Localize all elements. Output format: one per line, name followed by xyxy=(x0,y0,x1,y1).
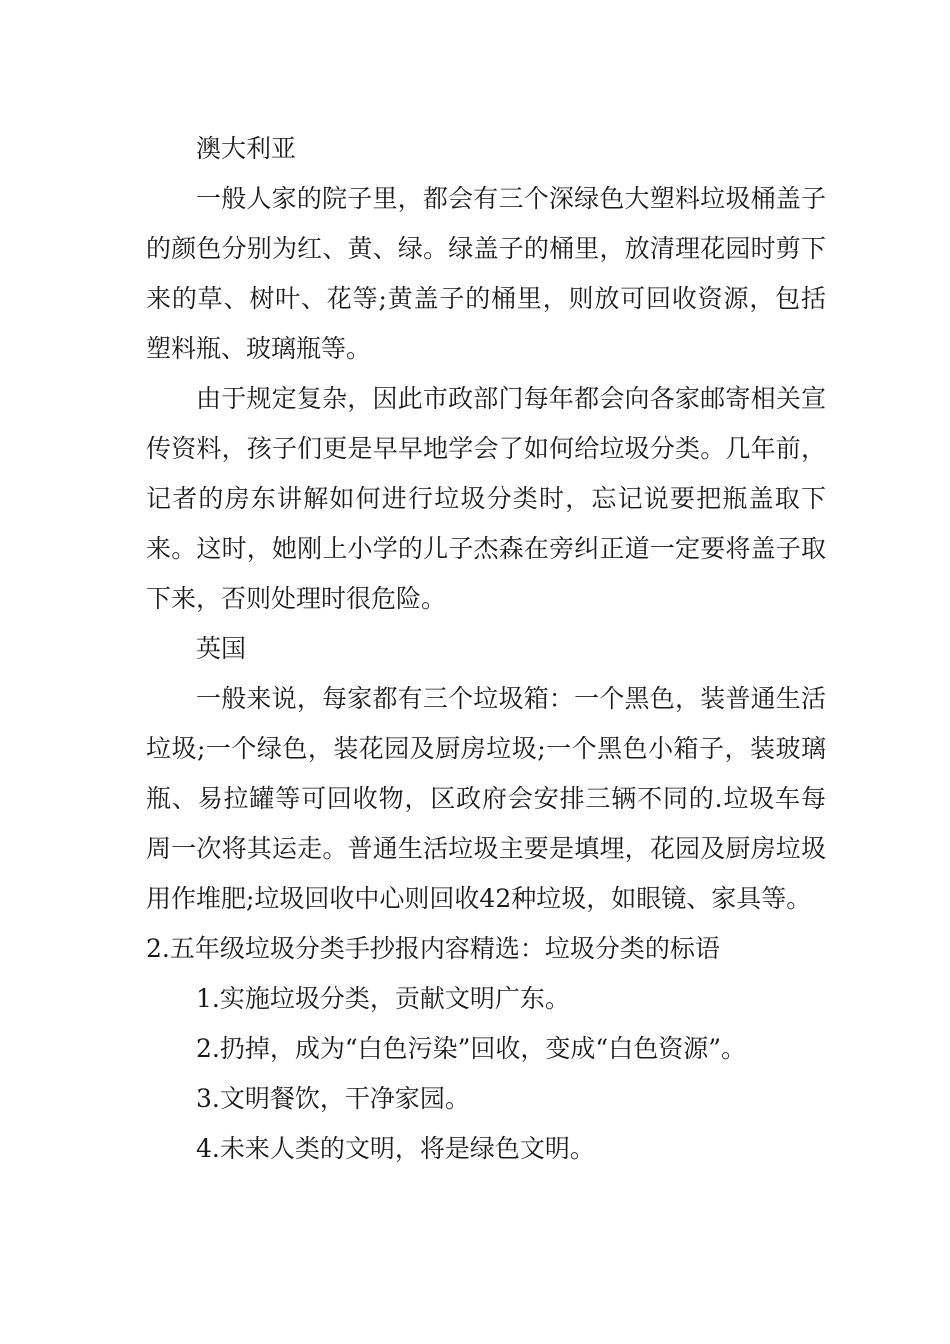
paragraph-uk-bins: 一般来说，每家都有三个垃圾箱：一个黑色，装普通生活垃圾;一个绿色，装花园及厨房垃圾;一个黑色小箱子，装玻璃瓶、易拉罐等可回收物，区政府会安排三辆不同的.垃圾车每周一次将其运走。普通生活垃圾主要是填埋，花园及厨房垃圾用作堆肥;垃圾回收中心则回收42种垃圾，如眼镜、家具等。 xyxy=(146,684,826,913)
slogan-item: 2.扔掉，成为“白色污染”回收，变成“白色资源”。 xyxy=(196,1034,746,1063)
slogan-item: 3.文明餐饮，干净家园。 xyxy=(196,1084,470,1113)
section-heading-australia: 澳大利亚 xyxy=(196,134,297,163)
document-body xyxy=(146,124,826,1174)
paragraph-australia-bins: 一般人家的院子里，都会有三个深绿色大塑料垃圾桶盖子的颜色分别为红、黄、绿。绿盖子的桶里，放清理花园时剪下来的草、树叶、花等;黄盖子的桶里，则放可回收资源，包括塑料瓶、玻璃瓶等。 xyxy=(146,184,826,363)
slogan-item: 4.未来人类的文明，将是绿色文明。 xyxy=(196,1134,595,1163)
section-title-slogans: 2.五年级垃圾分类手抄报内容精选：垃圾分类的标语 xyxy=(146,934,720,963)
section-heading-uk: 英国 xyxy=(196,634,247,663)
slogan-item: 1.实施垃圾分类，贡献文明广东。 xyxy=(196,984,570,1013)
paragraph-australia-education: 由于规定复杂，因此市政部门每年都会向各家邮寄相关宣传资料，孩子们更是早早地学会了如何给垃圾分类。几年前，记者的房东讲解如何进行垃圾分类时，忘记说要把瓶盖取下来。这时，她刚上小学的儿子杰森在旁纠正道一定要将盖子取下来，否则处理时很危险。 xyxy=(146,384,826,613)
